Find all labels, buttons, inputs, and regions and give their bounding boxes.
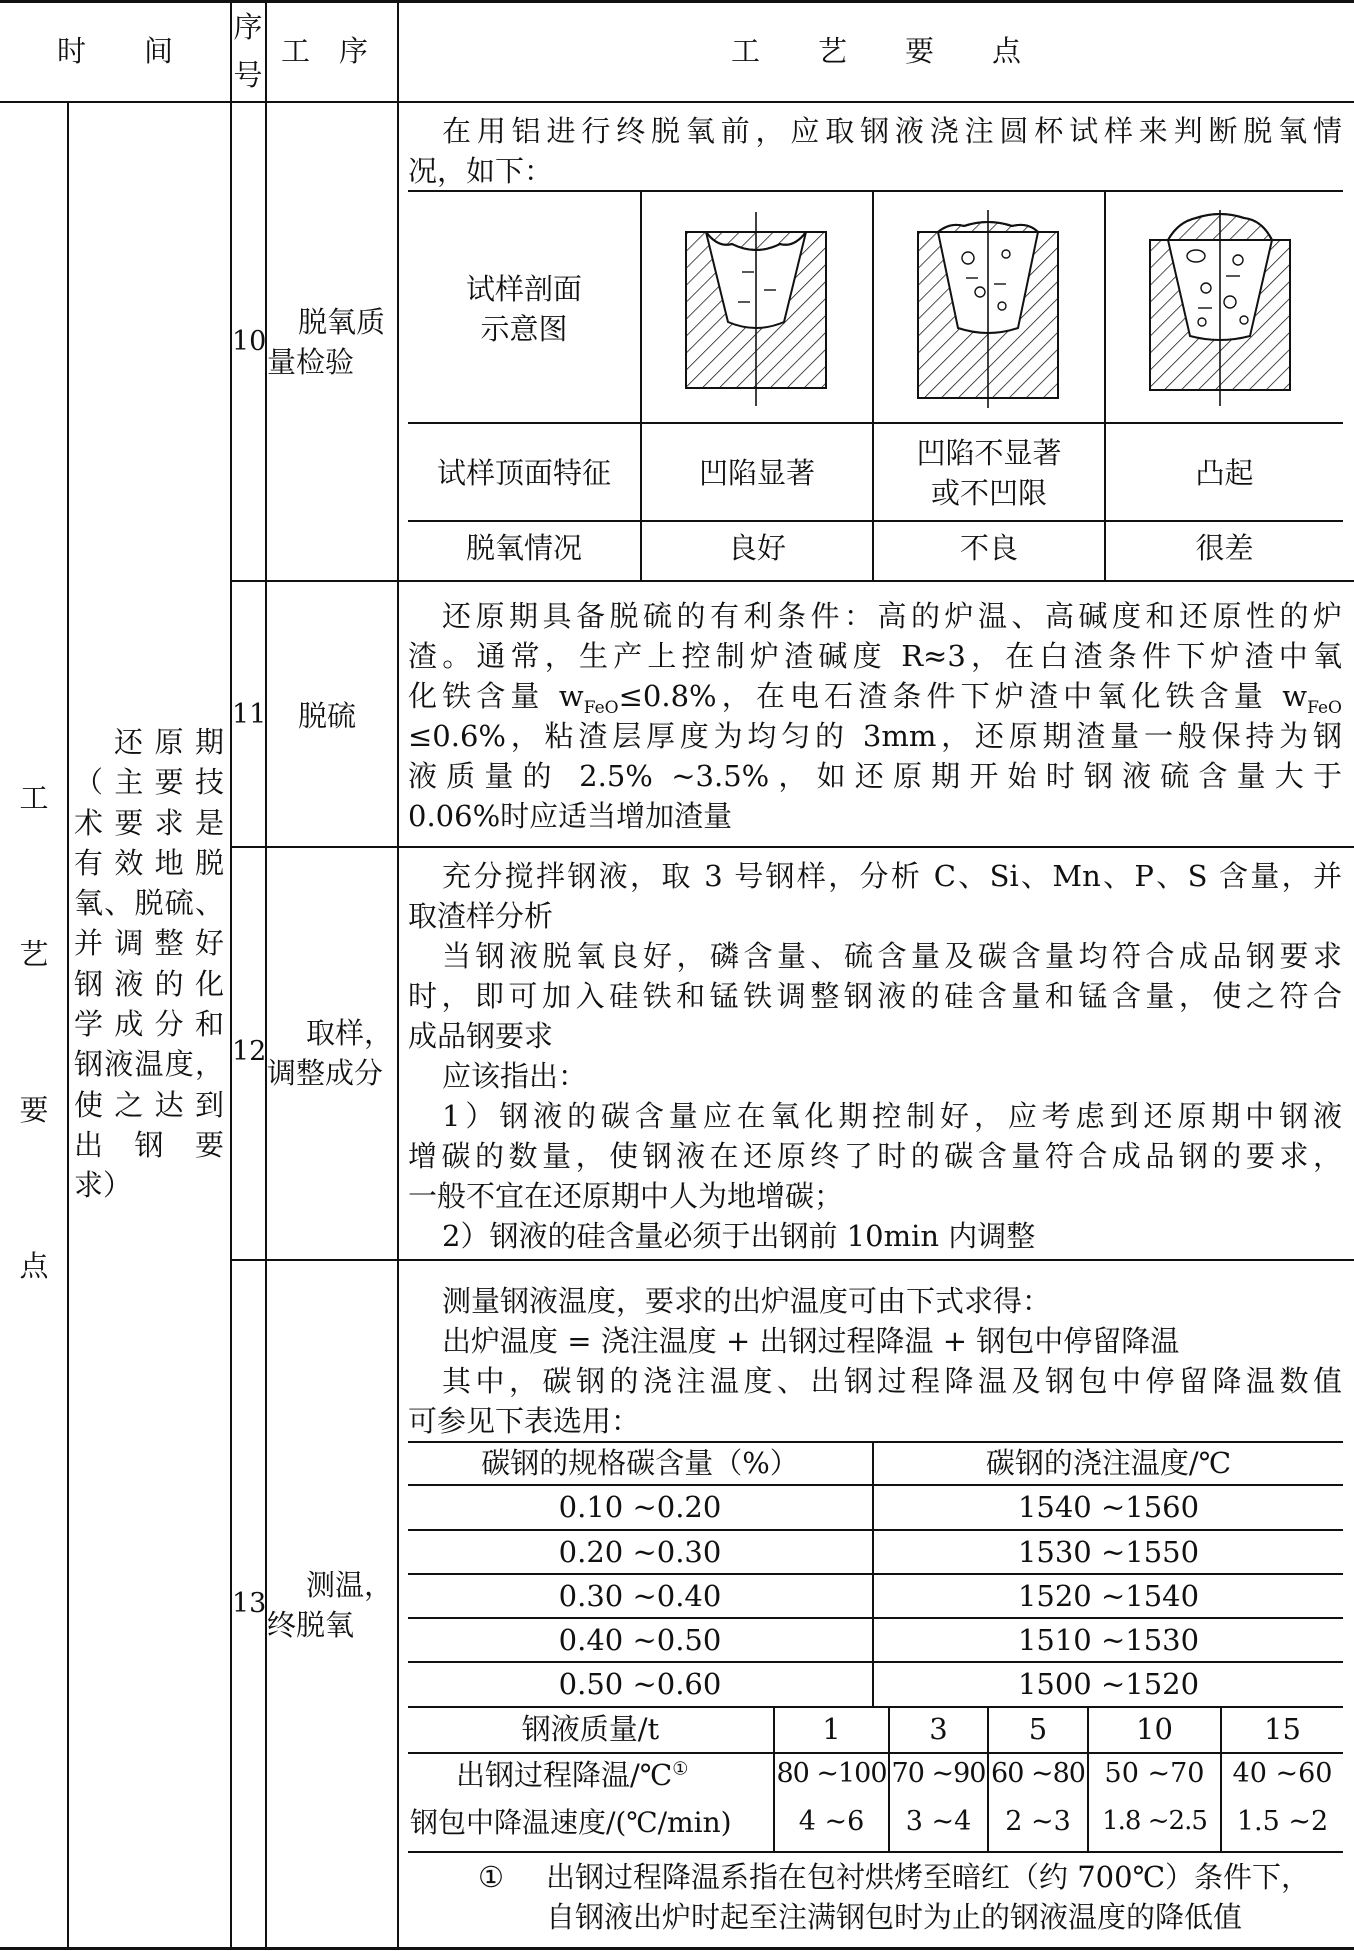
- t2-head: 15: [1264, 1712, 1301, 1746]
- t10-row-line-1: [408, 422, 1343, 424]
- t1-row-left: 0.50 ~0.60: [558, 1667, 722, 1701]
- t10-col-1: [640, 190, 642, 580]
- step12-line-6: 应该指出：: [442, 1059, 588, 1093]
- inner-line: 还原期: [114, 725, 224, 759]
- header-seq-top: 序: [233, 10, 263, 44]
- t1-line: [408, 1529, 1343, 1531]
- step12-name-2: 调整成分: [267, 1056, 384, 1090]
- t1-row-right: 1510 ~1530: [1017, 1623, 1200, 1657]
- step12-line-8: 增碳的数量，使钢液在还原终了时的碳含量符合成品钢的要求，: [408, 1139, 1342, 1173]
- step12-line-3: 当钢液脱氧良好，磷含量、硫含量及碳含量均符合成品钢要求: [442, 939, 1342, 973]
- inner-line: 使之达到: [74, 1087, 224, 1122]
- t2-row1-cell: 50 ~70: [1104, 1758, 1205, 1789]
- t2-row2-cell: 4 ~6: [798, 1806, 865, 1837]
- row-line-12-13: [231, 1259, 1354, 1261]
- step10-intro-1: 在用铝进行终脱氧前，应取钢液浇注圆杯试样来判断脱氧情: [442, 114, 1342, 148]
- step10-name-2: 量检验: [267, 345, 355, 379]
- t2-row2-label: 钢包中降温速度/(℃/min): [410, 1806, 732, 1839]
- outer-char-2: 艺: [19, 937, 49, 971]
- note-line-2: 自钢液出炉时起至注满钢包时为止的钢液温度的降低值: [546, 1900, 1243, 1934]
- t10-col-2: [872, 190, 874, 580]
- t2-row1-label: 出钢过程降温/℃①: [456, 1758, 689, 1792]
- t1-row-right: 1500 ~1520: [1017, 1667, 1200, 1701]
- inner-line: 学成分和: [74, 1007, 224, 1042]
- t1-row-left: 0.20 ~0.30: [558, 1535, 722, 1569]
- t2-head: 5: [1028, 1712, 1048, 1746]
- t2-row2-cell: 1.8 ~2.5: [1102, 1806, 1207, 1836]
- row-line-10-11: [231, 580, 1354, 582]
- step12-name-1: 取样，: [306, 1016, 394, 1050]
- t10-row2-c1: 凹陷显著: [698, 456, 815, 490]
- t1-row-left: 0.30 ~0.40: [558, 1579, 722, 1613]
- header-bottom-line: [0, 101, 1354, 103]
- outer-char-1: 工: [19, 781, 49, 815]
- note-mark: ①: [478, 1860, 504, 1894]
- step10-name-1: 脱氧质: [298, 305, 386, 339]
- t2-head: 钢液质量/t: [521, 1712, 660, 1746]
- t2-row1-cell: 60 ~80: [991, 1758, 1085, 1789]
- header-process: 工 序: [281, 34, 369, 68]
- inner-line: （主要技: [74, 765, 224, 800]
- step13-line-3: 其中，碳钢的浇注温度、出钢过程降温及钢包中停留降温数值: [442, 1364, 1342, 1398]
- col-line-outer: [67, 102, 69, 1948]
- t1-top: [408, 1441, 1343, 1443]
- t1-line: [408, 1661, 1343, 1663]
- step13-line-2: 出炉温度 = 浇注温度 + 出钢过程降温 + 钢包中停留降温: [442, 1324, 1180, 1358]
- t1-head-left: 碳钢的规格碳含量（%）: [481, 1446, 799, 1480]
- t10-row2-label: 试样顶面特征: [436, 456, 611, 490]
- header-points: 工 艺 要 点: [730, 34, 1021, 68]
- t10-row3-label: 脱氧情况: [465, 531, 582, 565]
- step13-no: 13: [232, 1588, 267, 1619]
- step12-line-9: 一般不宜在还原期中人为地增碳；: [408, 1179, 844, 1213]
- inner-line: 钢液的化: [74, 966, 224, 1001]
- t1-line: [408, 1484, 1343, 1486]
- inner-line: 钢液温度，: [74, 1047, 224, 1082]
- t1-bottom: [408, 1706, 1343, 1708]
- t2-head: 1: [822, 1712, 841, 1746]
- t2-row1-cell: 80 ~100: [776, 1758, 887, 1789]
- step12-line-2: 取渣样分析: [408, 899, 554, 933]
- inner-line: 术要求是: [74, 805, 224, 840]
- inner-line: 出 钢 要: [74, 1127, 224, 1162]
- outer-char-4: 点: [19, 1249, 49, 1283]
- t1-row-right: 1530 ~1550: [1017, 1535, 1200, 1569]
- bottom-border: [0, 1947, 1354, 1950]
- step11-name: 脱硫: [298, 699, 357, 733]
- outer-char-3: 要: [19, 1093, 49, 1127]
- step11-line-2: 渣。通常，生产上控制炉渣碱度 R≈3，在白渣条件下炉渣中氧: [408, 639, 1342, 673]
- row-line-11-12: [231, 846, 1354, 848]
- inner-line: 氧、脱硫、: [74, 886, 224, 921]
- t2-row2-cell: 1.5 ~2: [1236, 1806, 1329, 1837]
- step12-line-5: 成品钢要求: [408, 1019, 554, 1053]
- t10-top: [408, 190, 1343, 192]
- step12-no: 12: [232, 1036, 267, 1067]
- t2-head: 10: [1136, 1712, 1173, 1746]
- t2-row2-cell: 2 ~3: [1005, 1806, 1071, 1837]
- t10-row-line-2: [408, 520, 1343, 522]
- step13-name-1: 测温，: [306, 1568, 394, 1602]
- inner-line: 并调整好: [74, 926, 224, 961]
- top-border: [0, 0, 1354, 3]
- t10-row1-label-1: 试样剖面: [465, 272, 582, 306]
- step13-line-4: 可参见下表选用：: [408, 1404, 641, 1438]
- step12-line-4: 时，即可加入硅铁和锰铁调整钢液的硅含量和锰含量，使之符合: [408, 979, 1342, 1013]
- step12-line-10: 2）钢液的硅含量必须于出钢前 10min 内调整: [442, 1219, 1036, 1253]
- col-line-seq: [265, 0, 267, 1948]
- step13-line-1: 测量钢液温度，要求的出炉温度可由下式求得：: [442, 1284, 1052, 1318]
- inner-line: 有效地脱: [74, 845, 224, 880]
- t2-head: 3: [929, 1712, 948, 1746]
- t1-row-left: 0.10 ~0.20: [558, 1490, 722, 1524]
- t10-row2-c3: 凸起: [1195, 456, 1254, 490]
- t10-row2-c2-2: 或不凹限: [930, 476, 1047, 510]
- step13-name-2: 终脱氧: [267, 1608, 355, 1642]
- step11-line-4: ≤0.6%，粘渣层厚度为均匀的 3mm，还原期渣量一般保持为钢: [408, 719, 1342, 753]
- t1-head-right: 碳钢的浇注温度/℃: [985, 1446, 1232, 1480]
- t10-row1-label-2: 示意图: [480, 312, 568, 346]
- t10-row3-c2: 不良: [959, 531, 1018, 565]
- col-line-time: [230, 0, 232, 1948]
- step11-no: 11: [232, 699, 267, 730]
- footnote-mark: ①: [672, 1758, 689, 1780]
- step11-line-3: 化铁含量 $w_{FeO}\le 0.8\%$，在电石渣条件下炉渣中氧化铁含量 $w_{FeO}$: [408, 679, 1342, 718]
- t1-row-right: 1540 ~1560: [1017, 1490, 1200, 1524]
- header-time: 时 间: [56, 34, 173, 68]
- t2-bottom: [408, 1851, 1343, 1853]
- step10-no: 10: [232, 326, 267, 357]
- t10-col-3: [1104, 190, 1106, 580]
- t2-row1-cell: 40 ~60: [1232, 1758, 1333, 1789]
- t10-row3-c1: 良好: [727, 531, 786, 565]
- t2-row2-cell: 3 ~4: [905, 1806, 972, 1837]
- t2-line: [408, 1752, 1343, 1754]
- step11-line-5: 液质量的 2.5% ~3.5%，如还原期开始时钢液硫含量大于: [408, 759, 1342, 793]
- col-line-process: [397, 0, 399, 1948]
- t1-row-left: 0.40 ~0.50: [558, 1623, 722, 1657]
- t1-line: [408, 1573, 1343, 1575]
- sample-section-bad-icon: [1140, 210, 1300, 410]
- t1-row-right: 1520 ~1540: [1017, 1579, 1200, 1613]
- t2-row1-cell: 70 ~90: [891, 1758, 986, 1789]
- step11-line-6: 0.06%时应适当增加渣量: [408, 799, 733, 833]
- step11-line-1: 还原期具备脱硫的有利条件：高的炉温、高碱度和还原性的炉: [442, 599, 1342, 633]
- step12-line-7: 1）钢液的碳含量应在氧化期控制好，应考虑到还原期中钢液: [442, 1099, 1342, 1133]
- sample-section-poor-icon: [908, 210, 1068, 410]
- t10-row3-c3: 很差: [1195, 531, 1254, 565]
- sample-section-good-icon: [676, 210, 836, 410]
- inner-label: [74, 722, 224, 1206]
- t10-row2-c2-1: 凹陷不显著: [916, 436, 1062, 470]
- step10-intro-2: 况，如下：: [408, 154, 554, 188]
- note-line-1: 出钢过程降温系指在包衬烘烤至暗红（约 700℃）条件下，: [546, 1860, 1311, 1894]
- t1-line: [408, 1617, 1343, 1619]
- step12-line-1: 充分搅拌钢液，取 3 号钢样，分析 C、Si、Mn、P、S 含量，并: [442, 859, 1342, 893]
- header-seq-bottom: 号: [233, 58, 263, 92]
- inner-line: 求）: [74, 1168, 133, 1203]
